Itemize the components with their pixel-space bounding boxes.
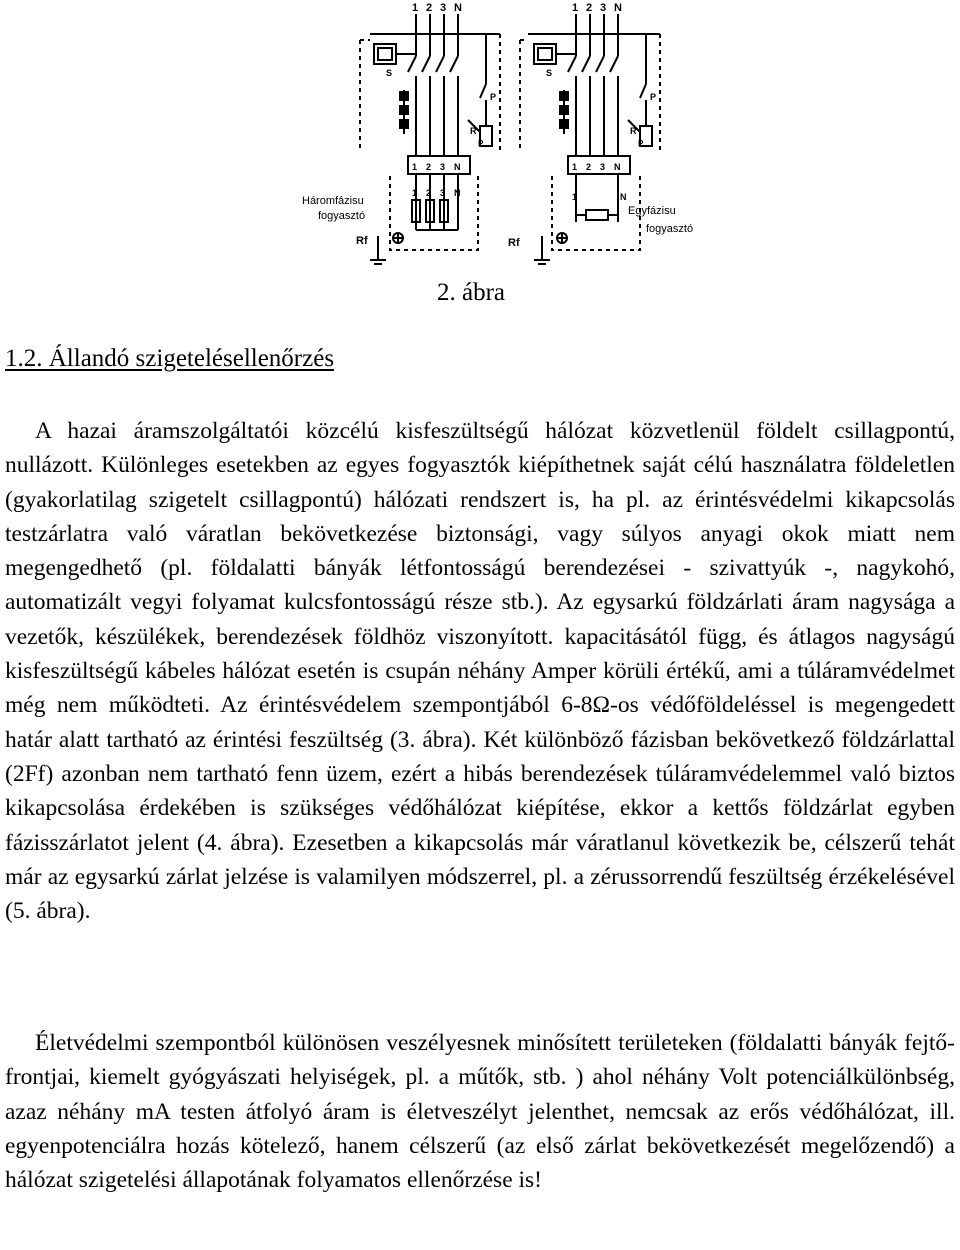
left-phase-label: N [454, 2, 462, 14]
right-terminal-label: N [614, 162, 621, 172]
right-load-terminal-label: 1 [572, 192, 578, 202]
body-paragraph: A hazai áramszolgáltatói közcélú kisfeszültségű hálózat közvetlenül földelt csillagpontú, nullázott. Különleges esetekben az egyes fogyasztók kiépíthetnek saját célú használatra földeletlen (gyakorlatilag szigetelt csillagpontú) hálózati rendszert is, ha pl. az érintésvédelmi kikapcsolás testzárlatra való váratlan bekövetkezése biztonsági, vagy súlyos anyagi okok miatt nem megengedhető (pl. földalatti bányák létfontosságú berendezései - szivattyúk -, nagykohó, automatizált vegyi folyamat kulcsfontosságú része stb.). Az egysarkú földzárlati áram nagysága a vezetők, készülékek, berendezések földhöz viszonyított. kapacitásától függ, és átlagos nagyságú kisfeszültségű kábeles hálózat esetén is csupán néhány Amper körüli értékű, ami a túláramvédelmet még nem működteti. Az érintésvédelem szempontjából 6-8Ω-os védőföldeléssel is megengedett határ alatt tartható az érintési feszültség (3. ábra). Két különböző fázisban bekövetkező földzárlattal (2Ff) azonban nem tartható fenn üzem, ezért a hibás berendezések túláramvédelemmel való biztos kikapcsolása érdekében is szükséges védőhálózat kiépítése, ekkor a kettős földzárlat egyben fázisszárlatot jelent (4. ábra). Ezesetben a kikapcsolás már váratlanul következik be, célszerű tehát már az egysarkú zárlat jelzése is valamilyen módszerrel, pl. a zérussorrendű feszültség érzékelésével (5. ábra). [5, 418, 955, 925]
left-switch-label: S [386, 68, 393, 78]
left-phase-label: 2 [426, 2, 433, 14]
left-switch-label: P [490, 92, 497, 102]
right-switch-label: R [630, 126, 637, 136]
section-heading: 1.2. Állandó szigetelésellenőrzés [5, 345, 335, 372]
left-phase-label: 3 [440, 2, 447, 14]
right-consumer-label: fogyasztó [646, 223, 694, 235]
right-earth-resistor-label: Rf [508, 237, 520, 249]
right-phase-label: N [614, 2, 622, 14]
left-load-terminal-label: 2 [426, 188, 432, 198]
circuit-diagram [290, 0, 760, 275]
right-terminal-label: 1 [572, 162, 578, 172]
right-consumer-label: Egyfázisu [628, 205, 676, 217]
left-switch-label: P [478, 139, 484, 148]
right-terminal-label: 2 [586, 162, 592, 172]
left-terminal-label: 3 [440, 162, 446, 172]
right-switch-label: S [546, 68, 553, 78]
right-phase-label: 1 [572, 2, 579, 14]
left-terminal-label: 2 [426, 162, 432, 172]
left-load-terminal-label: 3 [440, 188, 446, 198]
left-load-terminal-label: N [454, 188, 461, 198]
right-load-terminal-label: N [620, 192, 627, 202]
left-earth-resistor-label: Rf [356, 235, 368, 247]
left-phase-label: 1 [412, 2, 419, 14]
circuit-diagram-figure [290, 0, 760, 275]
body-paragraph: Életvédelmi szempontból különösen veszélyesnek minősített területeken (földalatti bányák fejtő-frontjai, kiemelt gyógyászati helyiségek, pl. a műtők, stb. ) ahol néhány Volt potenciálkülönbség, azaz néhány mA testen átfolyó áram is életveszélyt jelenthet, nemcsak az erős védőhálózat, ill. egyenpotenciálra hozás kötelező, hanem célszerű (az első zárlat bekövetkezését megelőzendő) a hálózat szigetelési állapotának folyamatos ellenőrzése is! [5, 1030, 955, 1194]
left-load-terminal-label: 1 [412, 188, 418, 198]
figure-caption: 2. ábra [437, 279, 506, 306]
right-terminal-label: 3 [600, 162, 606, 172]
left-switch-label: R [470, 126, 477, 136]
left-consumer-label: Háromfázisu [302, 195, 364, 207]
right-phase-label: 3 [600, 2, 607, 14]
right-switch-label: P [638, 139, 644, 148]
right-switch-label: P [650, 92, 657, 102]
left-terminal-label: 1 [412, 162, 418, 172]
right-phase-label: 2 [586, 2, 593, 14]
left-consumer-label: fogyasztó [318, 210, 366, 222]
left-terminal-label: N [454, 162, 461, 172]
